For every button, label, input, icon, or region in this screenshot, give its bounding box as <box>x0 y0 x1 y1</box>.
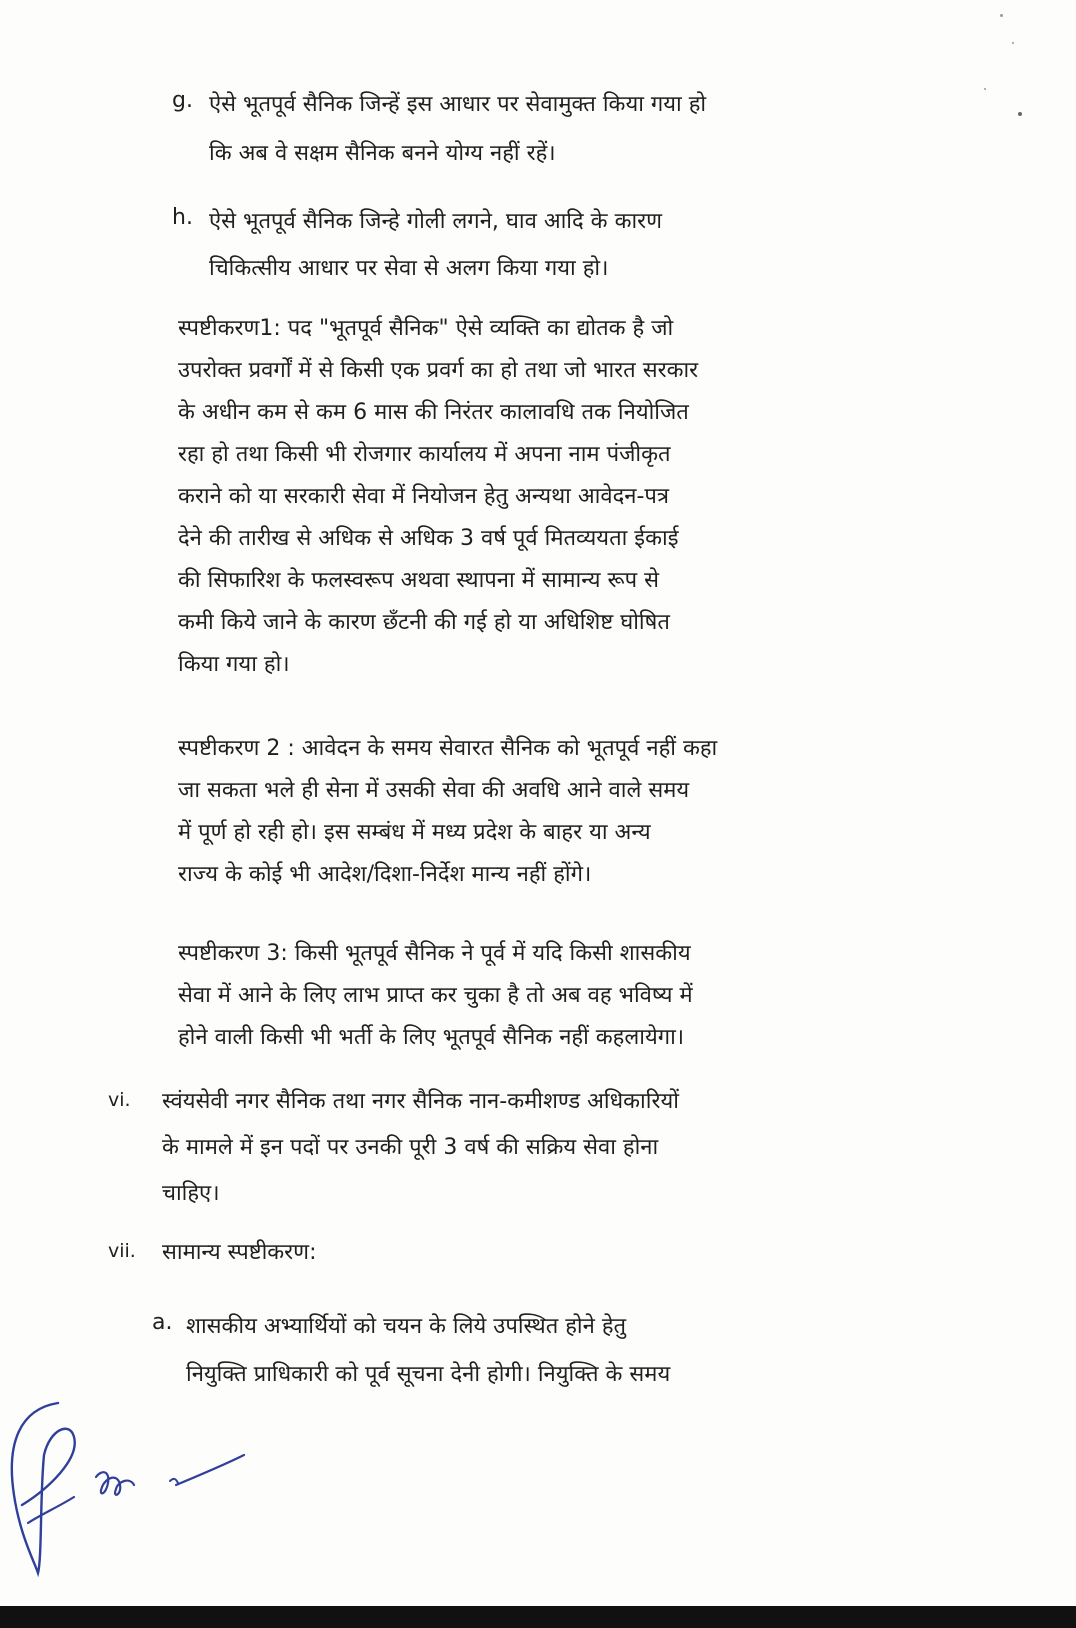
scan-speck <box>1018 112 1022 116</box>
paragraph-line: देने की तारीख से अधिक से अधिक 3 वर्ष पूर्व मितव्ययता ईकाई <box>178 526 679 551</box>
paragraph-line: किया गया हो। <box>178 652 290 677</box>
list-marker: h. <box>172 205 193 230</box>
scan-speck <box>1012 42 1014 44</box>
scan-speck <box>984 88 986 90</box>
scan-speck <box>1000 14 1003 17</box>
sub-item-text-line <box>186 1310 626 1340</box>
numbered-item-text: सामान्य स्पष्टीकरण: <box>162 1240 317 1265</box>
explanation-paragraph-1 <box>178 308 820 686</box>
paragraph-line: में पूर्ण हो रही हो। इस सम्बंध में मध्य प्रदेश के बाहर या अन्य <box>178 820 651 845</box>
list-item-text-line <box>209 88 827 118</box>
paragraph-line: होने वाली किसी भी भर्ती के लिए भूतपूर्व सैनिक नहीं कहलायेगा। <box>178 1025 685 1050</box>
paragraph-line: स्पष्टीकरण1: पद "भूतपूर्व सैनिक" ऐसे व्यक्ति का द्योतक है जो <box>178 316 674 341</box>
sub-item-text: नियुक्ति प्राधिकारी को पूर्व सूचना देनी होगी। नियुक्ति के समय <box>186 1362 671 1387</box>
list-item-text-line <box>209 137 556 167</box>
paragraph-line: सेवा में आने के लिए लाभ प्राप्त कर चुका है तो अब वह भविष्य में <box>178 983 693 1008</box>
paragraph-line: राज्य के कोई भी आदेश/दिशा-निर्देश मान्य नहीं होंगे। <box>178 862 592 887</box>
sub-item-text-line <box>186 1358 670 1388</box>
numbered-marker: vii. <box>108 1240 136 1262</box>
list-item-text: ऐसे भूतपूर्व सैनिक जिन्हें इस आधार पर सेवामुक्त किया गया हो <box>209 92 707 117</box>
paragraph-line: के अधीन कम से कम 6 मास की निरंतर कालावधि तक नियोजित <box>178 400 689 425</box>
list-item-g <box>172 88 827 184</box>
paragraph-line: स्पष्टीकरण 2 : आवेदन के समय सेवारत सैनिक को भूतपूर्व नहीं कहा <box>178 736 718 761</box>
paragraph-line: कमी किये जाने के कारण छँटनी की गई हो या अधिशिष्ट घोषित <box>178 610 670 635</box>
list-item-text-line <box>209 252 608 282</box>
paragraph-line: स्पष्टीकरण 3: किसी भूतपूर्व सैनिक ने पूर्व में यदि किसी शासकीय <box>178 941 691 966</box>
explanation-paragraph-2 <box>178 728 820 896</box>
sub-item-marker: a. <box>152 1310 173 1335</box>
numbered-item-text: स्वंयसेवी नगर सैनिक तथा नगर सैनिक नान-कमीशण्ड अधिकारियों <box>162 1089 679 1114</box>
handwritten-signature <box>0 1385 300 1595</box>
list-item-text: ऐसे भूतपूर्व सैनिक जिन्हे गोली लगने, घाव आदि के कारण <box>209 209 663 234</box>
numbered-item-text-line <box>162 1131 658 1161</box>
numbered-item-text-line <box>162 1177 220 1207</box>
list-item-text-line <box>209 205 662 235</box>
scan-bottom-border <box>0 1606 1076 1628</box>
list-item-text: चिकित्सीय आधार पर सेवा से अलग किया गया हो। <box>209 256 609 281</box>
numbered-item-text: के मामले में इन पदों पर उनकी पूरी 3 वर्ष की सक्रिय सेवा होना <box>162 1135 659 1160</box>
numbered-item-text-line <box>162 1085 679 1115</box>
paragraph-line: की सिफारिश के फलस्वरूप अथवा स्थापना में सामान्य रूप से <box>178 568 659 593</box>
paragraph-line: रहा हो तथा किसी भी रोजगार कार्यालय में अपना नाम पंजीकृत <box>178 442 671 467</box>
explanation-paragraph-3 <box>178 933 820 1059</box>
paragraph-line: जा सकता भले ही सेना में उसकी सेवा की अवधि आने वाले समय <box>178 778 690 803</box>
numbered-item-text-line <box>162 1236 316 1266</box>
list-item-text: कि अब वे सक्षम सैनिक बनने योग्य नहीं रहें। <box>209 141 556 166</box>
numbered-item-vi <box>108 1085 828 1235</box>
numbered-item-vii <box>108 1236 828 1276</box>
sub-item-text: शासकीय अभ्यार्थियों को चयन के लिये उपस्थित होने हेतु <box>186 1314 627 1339</box>
paragraph-line: उपरोक्त प्रवर्गों में से किसी एक प्रवर्ग का हो तथा जो भारत सरकार <box>178 358 699 383</box>
list-item-h <box>172 205 827 301</box>
numbered-item-text: चाहिए। <box>162 1181 220 1206</box>
paragraph-line: कराने को या सरकारी सेवा में नियोजन हेतु अन्यथा आवेदन-पत्र <box>178 484 670 509</box>
numbered-marker: vi. <box>108 1089 131 1111</box>
list-marker: g. <box>172 88 193 113</box>
